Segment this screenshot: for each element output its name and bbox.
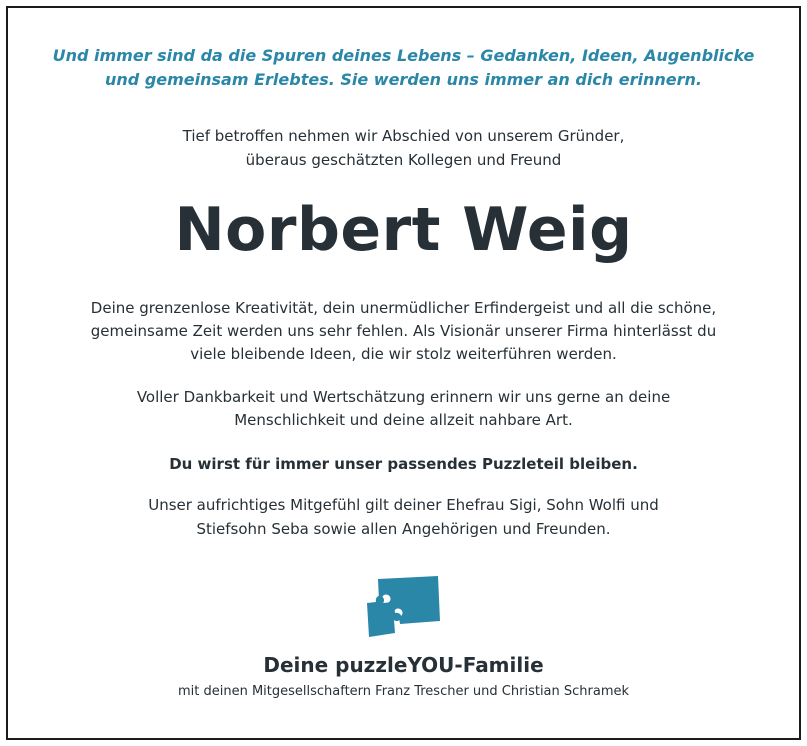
quote-line-1: Und immer sind da die Spuren deines Lebens – Gedanken, Ideen, Augenblicke (52, 46, 755, 65)
deceased-name: Norbert Weig (174, 195, 633, 265)
puzzle-pieces-icon (364, 573, 444, 643)
highlight-sentence: Du wirst für immer unser passendes Puzzleteil bleiben. (169, 455, 638, 473)
quote-line-2: und gemeinsam Erlebtes. Sie werden uns immer an dich erinnern. (105, 70, 702, 89)
paragraph-3-line-1: Unser aufrichtiges Mitgefühl gilt deiner Ehefrau Sigi, Sohn Wolfi und (148, 496, 659, 514)
paragraph-3-line-2: Stiefsohn Seba sowie allen Angehörigen und Freunden. (196, 520, 611, 538)
intro-line-2: überaus geschätzten Kollegen und Freund (245, 151, 562, 169)
paragraph-2-line-2: Menschlichkeit und deine allzeit nahbare Art. (234, 411, 573, 429)
intro-line-1: Tief betroffen nehmen wir Abschied von unserem Gründer, (182, 127, 625, 145)
paragraph-2-line-1: Voller Dankbarkeit und Wertschätzung erinnern wir uns gerne an deine (136, 388, 671, 406)
paragraph-1-line-2: gemeinsame Zeit werden uns sehr fehlen. Als Visionär unserer Firma hinterlässt du (90, 322, 717, 340)
signature-partners: mit deinen Mitgesellschaftern Franz Trescher und Christian Schramek (177, 684, 630, 699)
paragraph-1-line-1: Deine grenzenlose Kreativität, dein unermüdlicher Erfindergeist und all die schöne, (90, 299, 717, 317)
paragraph-1-line-3: viele bleibende Ideen, die wir stolz weiterführen werden. (190, 345, 617, 363)
signature-family: Deine puzzleYOU-Familie (263, 653, 544, 677)
